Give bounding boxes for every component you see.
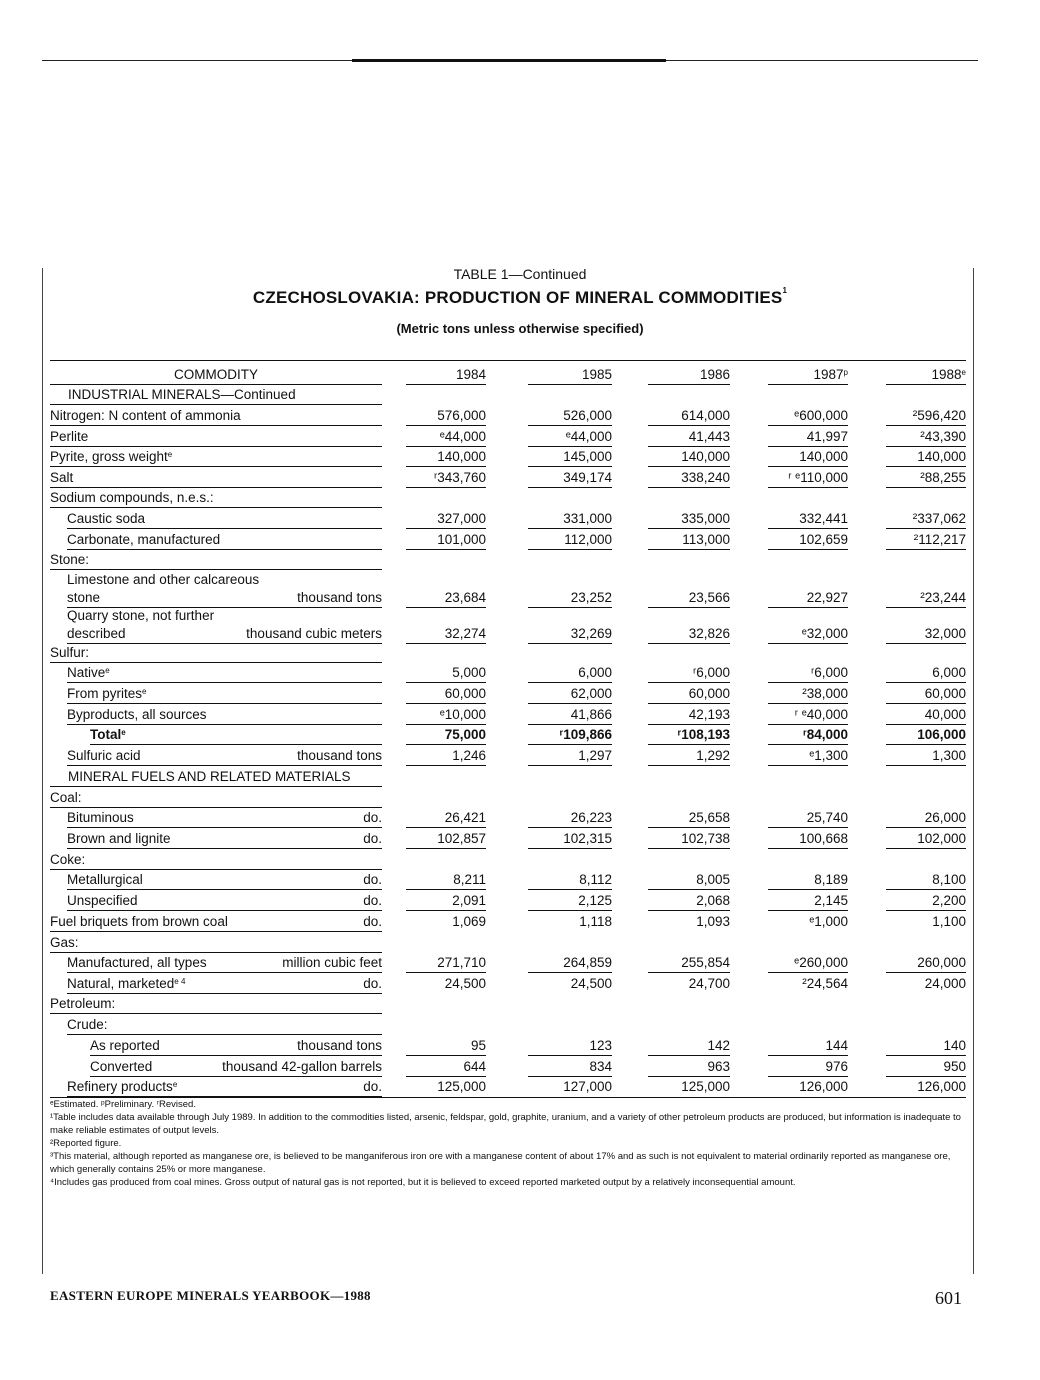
value-cell: 23,252 (570, 590, 612, 605)
value-cell: 41,997 (806, 429, 848, 444)
table-row (50, 529, 966, 550)
value-cell: ʳ6,000 (692, 665, 730, 680)
unit-label: do. (363, 872, 382, 887)
commodity-cell (50, 1014, 382, 1035)
value-cell: ᵉ32,000 (801, 626, 848, 641)
commodity-label: stone (67, 590, 101, 605)
table-row (50, 487, 966, 508)
commodity-label: INDUSTRIAL MINERALS—Continued (68, 387, 296, 402)
footnote: ⁴Includes gas produced from coal mines. Gross output of natural gas is not reported, but it is believed to exceed reported marketed output by a relatively inconsequential amount. (50, 1177, 796, 1188)
value-cell: 140 (943, 1038, 966, 1053)
commodity-label: Fuel briquets from brown coal (50, 914, 228, 929)
unit-label: million cubic feet (282, 955, 382, 970)
commodity-label: Gas: (50, 935, 79, 950)
value-cell: 8,211 (453, 872, 486, 887)
table-row (50, 993, 966, 1014)
value-cell: 100,668 (799, 831, 848, 846)
value-cell: 95 (470, 1038, 486, 1053)
value-cell: ᵉ44,000 (439, 429, 486, 444)
footnote-mark: e (121, 728, 126, 737)
value-cell: 327,000 (437, 511, 486, 526)
value-cell: 963 (707, 1059, 730, 1074)
commodity-cell (50, 787, 382, 808)
value-cell: 102,000 (917, 831, 966, 846)
unit-label: do. (363, 810, 382, 825)
year-label: 1988 (931, 367, 962, 382)
value-cell: 644 (463, 1059, 486, 1074)
value-cell: ²88,255 (920, 470, 966, 485)
table-row (50, 807, 966, 828)
year-header-1986 (628, 364, 730, 385)
value-cell: 23,566 (688, 590, 730, 605)
value-cell: 24,500 (570, 976, 612, 991)
commodity-cell (50, 642, 382, 663)
value-cell: 1,093 (696, 914, 730, 929)
commodity-label: Sulfur: (50, 645, 90, 660)
commodity-label: Carbonate, manufactured (67, 532, 221, 547)
table-row (50, 745, 966, 766)
year-header-1985 (508, 364, 612, 385)
footnote: ¹Table includes data available through July 1989. In addition to the commodities listed, arsenic, feldspar, gold, graphite, uranium, and a variety of other petroleum products are produced, but information is inadequate to make reliable estimates of output levels. (50, 1112, 961, 1136)
value-cell: 24,000 (924, 976, 966, 991)
value-cell: 32,000 (924, 626, 966, 641)
year-label: 1984 (455, 367, 486, 382)
table-label: TABLE 1—Continued (453, 266, 587, 282)
table-row (50, 1076, 966, 1097)
value-cell: 60,000 (688, 686, 730, 701)
value-cell: ʳ343,760 (433, 470, 486, 485)
table-row (50, 973, 966, 994)
value-cell: ʳ109,866 (559, 727, 612, 742)
commodity-label: described (67, 626, 126, 641)
commodity-label: Sodium compounds, n.e.s.: (50, 490, 214, 505)
top-rule-accent (352, 59, 666, 62)
value-cell: 2,145 (814, 893, 848, 908)
table-row (50, 642, 966, 663)
value-cell: 26,000 (924, 810, 966, 825)
year-mark: e (961, 368, 966, 377)
value-cell: 126,000 (799, 1079, 848, 1094)
year-mark: p (843, 368, 848, 377)
value-cell: 8,005 (696, 872, 730, 887)
commodity-cell (50, 1035, 382, 1056)
value-cell: 23,684 (444, 590, 486, 605)
commodity-cell (50, 932, 382, 953)
commodity-label: Petroleum: (50, 996, 116, 1011)
value-cell: 125,000 (437, 1079, 486, 1094)
unit-label: do. (363, 914, 382, 929)
table-row (50, 1056, 966, 1077)
table-row (50, 911, 966, 932)
value-cell: 102,315 (563, 831, 612, 846)
table-row (50, 724, 966, 745)
unit-label: do. (363, 976, 382, 991)
commodity-label: Refinery products$^e$ (67, 1079, 178, 1094)
table-row (50, 467, 966, 488)
commodity-label: Bituminous (67, 810, 134, 825)
commodity-cell (50, 952, 382, 973)
commodity-cell (50, 993, 382, 1014)
value-cell: ²596,420 (912, 408, 966, 423)
commodity-cell (50, 890, 382, 911)
value-cell: 8,100 (932, 872, 966, 887)
table-row (50, 508, 966, 529)
unit-label: do. (363, 1079, 382, 1094)
value-cell: 75,000 (444, 727, 486, 742)
value-cell: 264,859 (563, 955, 612, 970)
value-cell: 2,125 (578, 893, 612, 908)
value-cell: ²24,564 (802, 976, 848, 991)
commodity-label: Coke: (50, 852, 86, 867)
footnotes (50, 1098, 966, 1189)
left-margin-rule (42, 268, 43, 1274)
year-header-1987 (750, 364, 848, 385)
section-heading-row (50, 384, 966, 405)
commodity-cell (50, 384, 382, 405)
value-cell: 101,000 (437, 532, 486, 547)
value-cell: 144 (825, 1038, 848, 1053)
commodity-cell (50, 1076, 382, 1097)
value-cell: 60,000 (924, 686, 966, 701)
commodity-column-header: COMMODITY (174, 367, 258, 382)
commodity-cell (50, 849, 382, 870)
value-cell: 62,000 (570, 686, 612, 701)
table-row (50, 623, 966, 644)
commodity-label: Natural, marketed$^{e 4}$ (67, 976, 186, 991)
value-cell: ²337,062 (912, 511, 966, 526)
value-cell: ᵉ10,000 (439, 707, 486, 722)
value-cell: 255,854 (681, 955, 730, 970)
commodity-cell (50, 869, 382, 890)
commodity-label: Quarry stone, not further (67, 608, 215, 623)
table-row (50, 446, 966, 467)
value-cell: 102,857 (437, 831, 486, 846)
value-cell: 32,269 (570, 626, 612, 641)
value-cell: 332,441 (799, 511, 848, 526)
commodity-label: Coal: (50, 790, 82, 805)
unit-label: do. (363, 831, 382, 846)
value-cell: 271,710 (437, 955, 486, 970)
value-cell: 2,200 (932, 893, 966, 908)
value-cell: 976 (825, 1059, 848, 1074)
commodity-cell (50, 724, 382, 745)
value-cell: 8,112 (579, 872, 612, 887)
value-cell: ʳ84,000 (803, 727, 848, 742)
commodity-cell (50, 508, 382, 529)
commodity-label: Nitrogen: N content of ammonia (50, 408, 241, 423)
table-row (50, 704, 966, 725)
unit-label: do. (363, 893, 382, 908)
unit-label: thousand tons (297, 1038, 382, 1053)
commodity-label: Pyrite, gross weight$^e$ (50, 449, 173, 464)
value-cell: 834 (589, 1059, 612, 1074)
footnote-mark: e (172, 1080, 178, 1089)
commodity-cell (50, 766, 382, 787)
value-cell: 112,000 (564, 532, 612, 547)
value-cell: 24,700 (688, 976, 730, 991)
table-row (50, 828, 966, 849)
footnote-mark: e (142, 687, 147, 696)
value-cell: 335,000 (681, 511, 730, 526)
table-row (50, 426, 966, 447)
footnote: ²Reported figure. (50, 1138, 122, 1149)
value-cell: ᵉ1,300 (809, 748, 848, 763)
table-row (50, 1035, 966, 1056)
value-cell: 145,000 (563, 449, 612, 464)
footnote-mark: e 4 (174, 977, 186, 986)
value-cell: 41,443 (688, 429, 730, 444)
page-number: 601 (935, 1288, 962, 1308)
unit-label: thousand 42-gallon barrels (222, 1059, 382, 1074)
value-cell: 2,091 (452, 893, 486, 908)
table-row (50, 787, 966, 808)
value-cell: 1,118 (579, 914, 612, 929)
table-subtitle: (Metric tons unless otherwise specified) (396, 321, 644, 336)
commodity-cell (50, 487, 382, 508)
value-cell: 60,000 (444, 686, 486, 701)
unit-label: thousand cubic meters (246, 626, 382, 641)
commodity-label: Caustic soda (67, 511, 146, 526)
value-cell: ʳ ᵉ110,000 (788, 470, 848, 485)
commodity-cell (50, 973, 382, 994)
year-header-1988 (870, 364, 966, 385)
value-cell: 331,000 (563, 511, 612, 526)
unit-label: thousand tons (297, 590, 382, 605)
commodity-label: Byproducts, all sources (67, 707, 207, 722)
table-row (50, 549, 966, 570)
value-cell: 526,000 (563, 408, 612, 423)
commodity-cell (50, 745, 382, 766)
value-cell: 40,000 (924, 707, 966, 722)
year-label: 1985 (581, 367, 612, 382)
section-heading-row (50, 766, 966, 787)
right-margin-rule (973, 268, 974, 1274)
value-cell: 113,000 (682, 532, 730, 547)
year-label: 1986 (699, 367, 730, 382)
commodity-label: Perlite (50, 429, 89, 444)
value-cell: ᵉ1,000 (809, 914, 848, 929)
footer-publication: EASTERN EUROPE MINERALS YEARBOOK—1988 (50, 1288, 371, 1303)
commodity-label: MINERAL FUELS AND RELATED MATERIALS (68, 769, 351, 784)
value-cell: 6,000 (578, 665, 612, 680)
commodity-label: Unspecified (67, 893, 138, 908)
value-cell: 32,826 (688, 626, 730, 641)
value-cell: 22,927 (806, 590, 848, 605)
commodity-cell (50, 662, 382, 683)
commodity-cell (50, 704, 382, 725)
value-cell: 123 (589, 1038, 612, 1053)
value-cell: 24,500 (444, 976, 486, 991)
value-cell: 1,300 (932, 748, 966, 763)
value-cell: 25,658 (688, 810, 730, 825)
value-cell: ᵉ44,000 (565, 429, 612, 444)
value-cell: 349,174 (563, 470, 612, 485)
footnote-mark: e (105, 666, 110, 675)
footnote-mark: e (167, 450, 173, 459)
commodity-cell (50, 623, 382, 644)
table-top-rule (50, 360, 966, 361)
table-row (50, 890, 966, 911)
commodity-label: Converted (90, 1059, 153, 1074)
value-cell: 26,421 (444, 810, 486, 825)
table-title (0, 288, 1040, 308)
commodity-label: Metallurgical (67, 872, 143, 887)
value-cell: 32,274 (444, 626, 486, 641)
value-cell: 142 (707, 1038, 730, 1053)
column-header-row (50, 364, 966, 385)
commodity-cell (50, 426, 382, 447)
value-cell: 126,000 (917, 1079, 966, 1094)
value-cell: 1,292 (696, 748, 730, 763)
commodity-cell (50, 683, 382, 704)
value-cell: 127,000 (563, 1079, 612, 1094)
value-cell: 106,000 (917, 727, 966, 742)
commodity-label: Crude: (67, 1017, 108, 1032)
table-row (50, 662, 966, 683)
value-cell: 6,000 (932, 665, 966, 680)
value-cell: ²23,244 (920, 590, 966, 605)
value-cell: 140,000 (799, 449, 848, 464)
value-cell: ᵉ600,000 (794, 408, 848, 423)
table-row (50, 1014, 966, 1035)
value-cell: 140,000 (437, 449, 486, 464)
value-cell: 102,738 (681, 831, 730, 846)
value-cell: 140,000 (681, 449, 730, 464)
commodity-label: Limestone and other calcareous (67, 572, 260, 587)
commodity-cell (50, 549, 382, 570)
commodity-label: As reported (90, 1038, 160, 1053)
value-cell: 260,000 (917, 955, 966, 970)
value-cell: 125,000 (681, 1079, 730, 1094)
table-row (50, 869, 966, 890)
commodity-label: Salt (50, 470, 74, 485)
table-row (50, 849, 966, 870)
value-cell: ᵉ260,000 (794, 955, 848, 970)
value-cell: 576,000 (437, 408, 486, 423)
commodity-cell (50, 1056, 382, 1077)
table-row (50, 683, 966, 704)
table-row (50, 952, 966, 973)
value-cell: 26,223 (570, 810, 612, 825)
title-footnote-mark: 1 (782, 286, 788, 295)
commodity-label: Total$^e$ (90, 727, 126, 742)
commodity-label: Sulfuric acid (67, 748, 141, 763)
commodity-label: Stone: (50, 552, 90, 567)
value-cell: 1,297 (578, 748, 612, 763)
value-cell: ʳ6,000 (810, 665, 848, 680)
value-cell: 614,000 (681, 408, 730, 423)
commodity-cell (50, 807, 382, 828)
unit-label: thousand tons (297, 748, 382, 763)
value-cell: 41,866 (570, 707, 612, 722)
value-cell: 1,069 (452, 914, 486, 929)
commodity-cell (50, 467, 382, 488)
footnote: ³This material, although reported as manganese ore, is believed to be manganiferous iron ore with a manganese content of about 17% and as such is not equivalent to material ordinarily reported as manganese ore, which generally contains 25% or more manganese. (50, 1151, 951, 1175)
table-row (50, 932, 966, 953)
table-row (50, 405, 966, 426)
footnote: ᵉEstimated. ᵖPreliminary. ʳRevised. (50, 1099, 196, 1110)
commodity-cell (50, 828, 382, 849)
value-cell: 140,000 (917, 449, 966, 464)
commodity-label: Native$^e$ (67, 665, 110, 680)
commodity-label: From pyrites$^e$ (67, 686, 147, 701)
commodity-label: Brown and lignite (67, 831, 171, 846)
value-cell: 2,068 (696, 893, 730, 908)
value-cell: 8,189 (814, 872, 848, 887)
value-cell: 5,000 (452, 665, 486, 680)
value-cell: ʳ ᵉ40,000 (794, 707, 848, 722)
year-header-1984 (390, 364, 486, 385)
value-cell: 950 (943, 1059, 966, 1074)
value-cell: 1,246 (452, 748, 486, 763)
year-label: 1987 (813, 367, 844, 382)
value-cell: ²38,000 (802, 686, 848, 701)
commodity-cell (50, 911, 382, 932)
commodity-cell (50, 405, 382, 426)
value-cell: 1,100 (932, 914, 966, 929)
value-cell: 42,193 (688, 707, 730, 722)
value-cell: 338,240 (681, 470, 730, 485)
table-title-text: CZECHOSLOVAKIA: PRODUCTION OF MINERAL COMMODITIES (252, 288, 783, 307)
value-cell: ʳ108,193 (677, 727, 730, 742)
value-cell: 102,659 (799, 532, 848, 547)
commodity-label: Manufactured, all types (67, 955, 207, 970)
value-cell: ²112,217 (913, 532, 966, 547)
value-cell: 25,740 (806, 810, 848, 825)
commodity-cell (50, 446, 382, 467)
value-cell: ²43,390 (920, 429, 966, 444)
commodity-cell (50, 529, 382, 550)
